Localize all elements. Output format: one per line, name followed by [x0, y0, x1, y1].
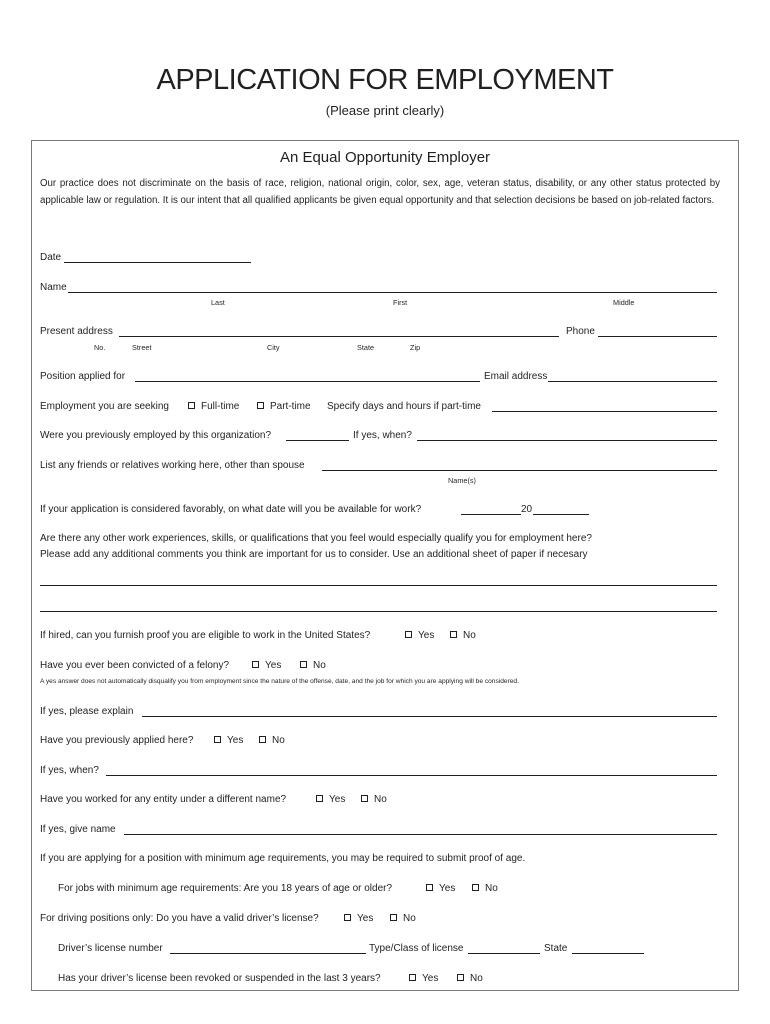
- name-first-caption: First: [393, 298, 408, 307]
- friends-caption: Name(s): [448, 476, 476, 485]
- proof-no-label: No: [463, 630, 476, 641]
- diff-name-label: Have you worked for any entity under a different name?: [40, 794, 287, 805]
- proof-yes-label: Yes: [418, 630, 435, 641]
- name-field[interactable]: [68, 292, 717, 293]
- proof-no-checkbox[interactable]: [450, 631, 457, 638]
- applied-yes-label: Yes: [227, 735, 244, 746]
- diff-name-yes-checkbox[interactable]: [316, 795, 323, 802]
- form-subtitle: (Please print clearly): [325, 103, 445, 118]
- driving-yes-label: Yes: [357, 913, 374, 924]
- felony-yes-checkbox[interactable]: [252, 661, 259, 668]
- age18-yes-checkbox[interactable]: [426, 884, 433, 891]
- parttime-label: Part-time: [270, 401, 311, 412]
- fulltime-label: Full-time: [201, 401, 240, 412]
- applied-no-label: No: [272, 735, 285, 746]
- phone-field[interactable]: [598, 336, 717, 337]
- position-field[interactable]: [135, 381, 480, 382]
- felony-no-label: No: [313, 660, 326, 671]
- explain-field[interactable]: [142, 716, 717, 717]
- revoked-yes-checkbox[interactable]: [409, 974, 416, 981]
- position-label: Position applied for: [40, 371, 126, 382]
- hours-label: Specify days and hours if part-time: [327, 401, 481, 412]
- revoked-no-label: No: [470, 973, 483, 984]
- other-exp-line1: Are there any other work experiences, skills, or qualifications that you feel would especially qualify you for employment here?: [40, 533, 592, 544]
- addr-no-caption: No.: [94, 343, 106, 352]
- revoked-yes-label: Yes: [422, 973, 439, 984]
- proof-yes-checkbox[interactable]: [405, 631, 412, 638]
- email-label: Email address: [484, 371, 548, 382]
- driving-label: For driving positions only: Do you have a valid driver’s license?: [40, 913, 319, 924]
- hours-field[interactable]: [492, 411, 717, 412]
- age18-no-checkbox[interactable]: [472, 884, 479, 891]
- applied-when-field[interactable]: [106, 775, 717, 776]
- fulltime-checkbox[interactable]: [188, 402, 195, 409]
- license-state-field[interactable]: [572, 953, 644, 954]
- parttime-checkbox[interactable]: [257, 402, 264, 409]
- give-name-field[interactable]: [124, 834, 717, 835]
- diff-name-no-label: No: [374, 794, 387, 805]
- felony-label: Have you ever been convicted of a felony?: [40, 660, 230, 671]
- felony-note: A yes answer does not automatically disqualify you from employment since the nature of the offense, date, and the job for which you are applying will be considered.: [40, 678, 519, 685]
- phone-label: Phone: [566, 326, 595, 337]
- name-last-caption: Last: [211, 298, 225, 307]
- available-label: If your application is considered favorably, on what date will you be available for work?: [40, 504, 422, 515]
- prev-when-label: If yes, when?: [353, 430, 412, 441]
- eoe-heading: An Equal Opportunity Employer: [279, 149, 491, 166]
- address-label: Present address: [40, 326, 113, 337]
- age18-yes-label: Yes: [439, 883, 456, 894]
- age18-no-label: No: [485, 883, 498, 894]
- prev-employed-label: Were you previously employed by this organization?: [40, 430, 272, 441]
- other-exp-field-1[interactable]: [40, 585, 717, 586]
- driving-no-checkbox[interactable]: [390, 914, 397, 921]
- form-title: APPLICATION FOR EMPLOYMENT: [156, 64, 614, 96]
- available-year-field[interactable]: [533, 514, 589, 515]
- revoked-no-checkbox[interactable]: [457, 974, 464, 981]
- friends-label: List any friends or relatives working here, other than spouse: [40, 460, 305, 471]
- diff-name-yes-label: Yes: [329, 794, 346, 805]
- address-field[interactable]: [119, 336, 559, 337]
- available-year-label: 20: [521, 504, 533, 515]
- prev-employed-field[interactable]: [286, 440, 349, 441]
- applied-yes-checkbox[interactable]: [214, 736, 221, 743]
- addr-state-caption: State: [357, 343, 375, 352]
- driving-yes-checkbox[interactable]: [344, 914, 351, 921]
- addr-city-caption: City: [267, 343, 280, 352]
- email-field[interactable]: [548, 381, 717, 382]
- date-field[interactable]: [64, 262, 251, 263]
- addr-zip-caption: Zip: [410, 343, 421, 352]
- other-exp-field-2[interactable]: [40, 611, 717, 612]
- eoe-policy-text: Our practice does not discriminate on the basis of race, religion, national origin, color, sex, age, veteran status, disability, or any other status protected by applicable law or regulation. It is our intent that all qualified applicants be given equal opportunity and that selection decisions be based on job-related factors.: [40, 178, 720, 206]
- available-date-field[interactable]: [461, 514, 521, 515]
- felony-yes-label: Yes: [265, 660, 282, 671]
- license-no-label: Driver’s license number: [58, 943, 163, 954]
- give-name-label: If yes, give name: [40, 824, 116, 835]
- applied-when-label: If yes, when?: [40, 765, 99, 776]
- driving-no-label: No: [403, 913, 416, 924]
- friends-field[interactable]: [322, 470, 717, 471]
- name-label: Name: [40, 282, 67, 293]
- min-age-label: If you are applying for a position with minimum age requirements, you may be required to submit proof of age.: [40, 853, 526, 864]
- applied-label: Have you previously applied here?: [40, 735, 194, 746]
- prev-when-field[interactable]: [417, 440, 717, 441]
- diff-name-no-checkbox[interactable]: [361, 795, 368, 802]
- proof-label: If hired, can you furnish proof you are eligible to work in the United States?: [40, 630, 371, 641]
- addr-street-caption: Street: [132, 343, 152, 352]
- name-middle-caption: Middle: [613, 298, 635, 307]
- license-type-field[interactable]: [468, 953, 540, 954]
- employment-label: Employment you are seeking: [40, 401, 169, 412]
- explain-label: If yes, please explain: [40, 706, 134, 717]
- applied-no-checkbox[interactable]: [259, 736, 266, 743]
- date-label: Date: [40, 252, 62, 263]
- other-exp-line2: Please add any additional comments you think are important for us to consider. Use an additional sheet of paper if necesary: [40, 549, 588, 560]
- age18-label: For jobs with minimum age requirements: Are you 18 years of age or older?: [58, 883, 393, 894]
- license-type-label: Type/Class of license: [369, 943, 464, 954]
- revoked-label: Has your driver’s license been revoked or suspended in the last 3 years?: [58, 973, 381, 984]
- license-no-field[interactable]: [170, 953, 366, 954]
- license-state-label: State: [544, 943, 568, 954]
- felony-no-checkbox[interactable]: [300, 661, 307, 668]
